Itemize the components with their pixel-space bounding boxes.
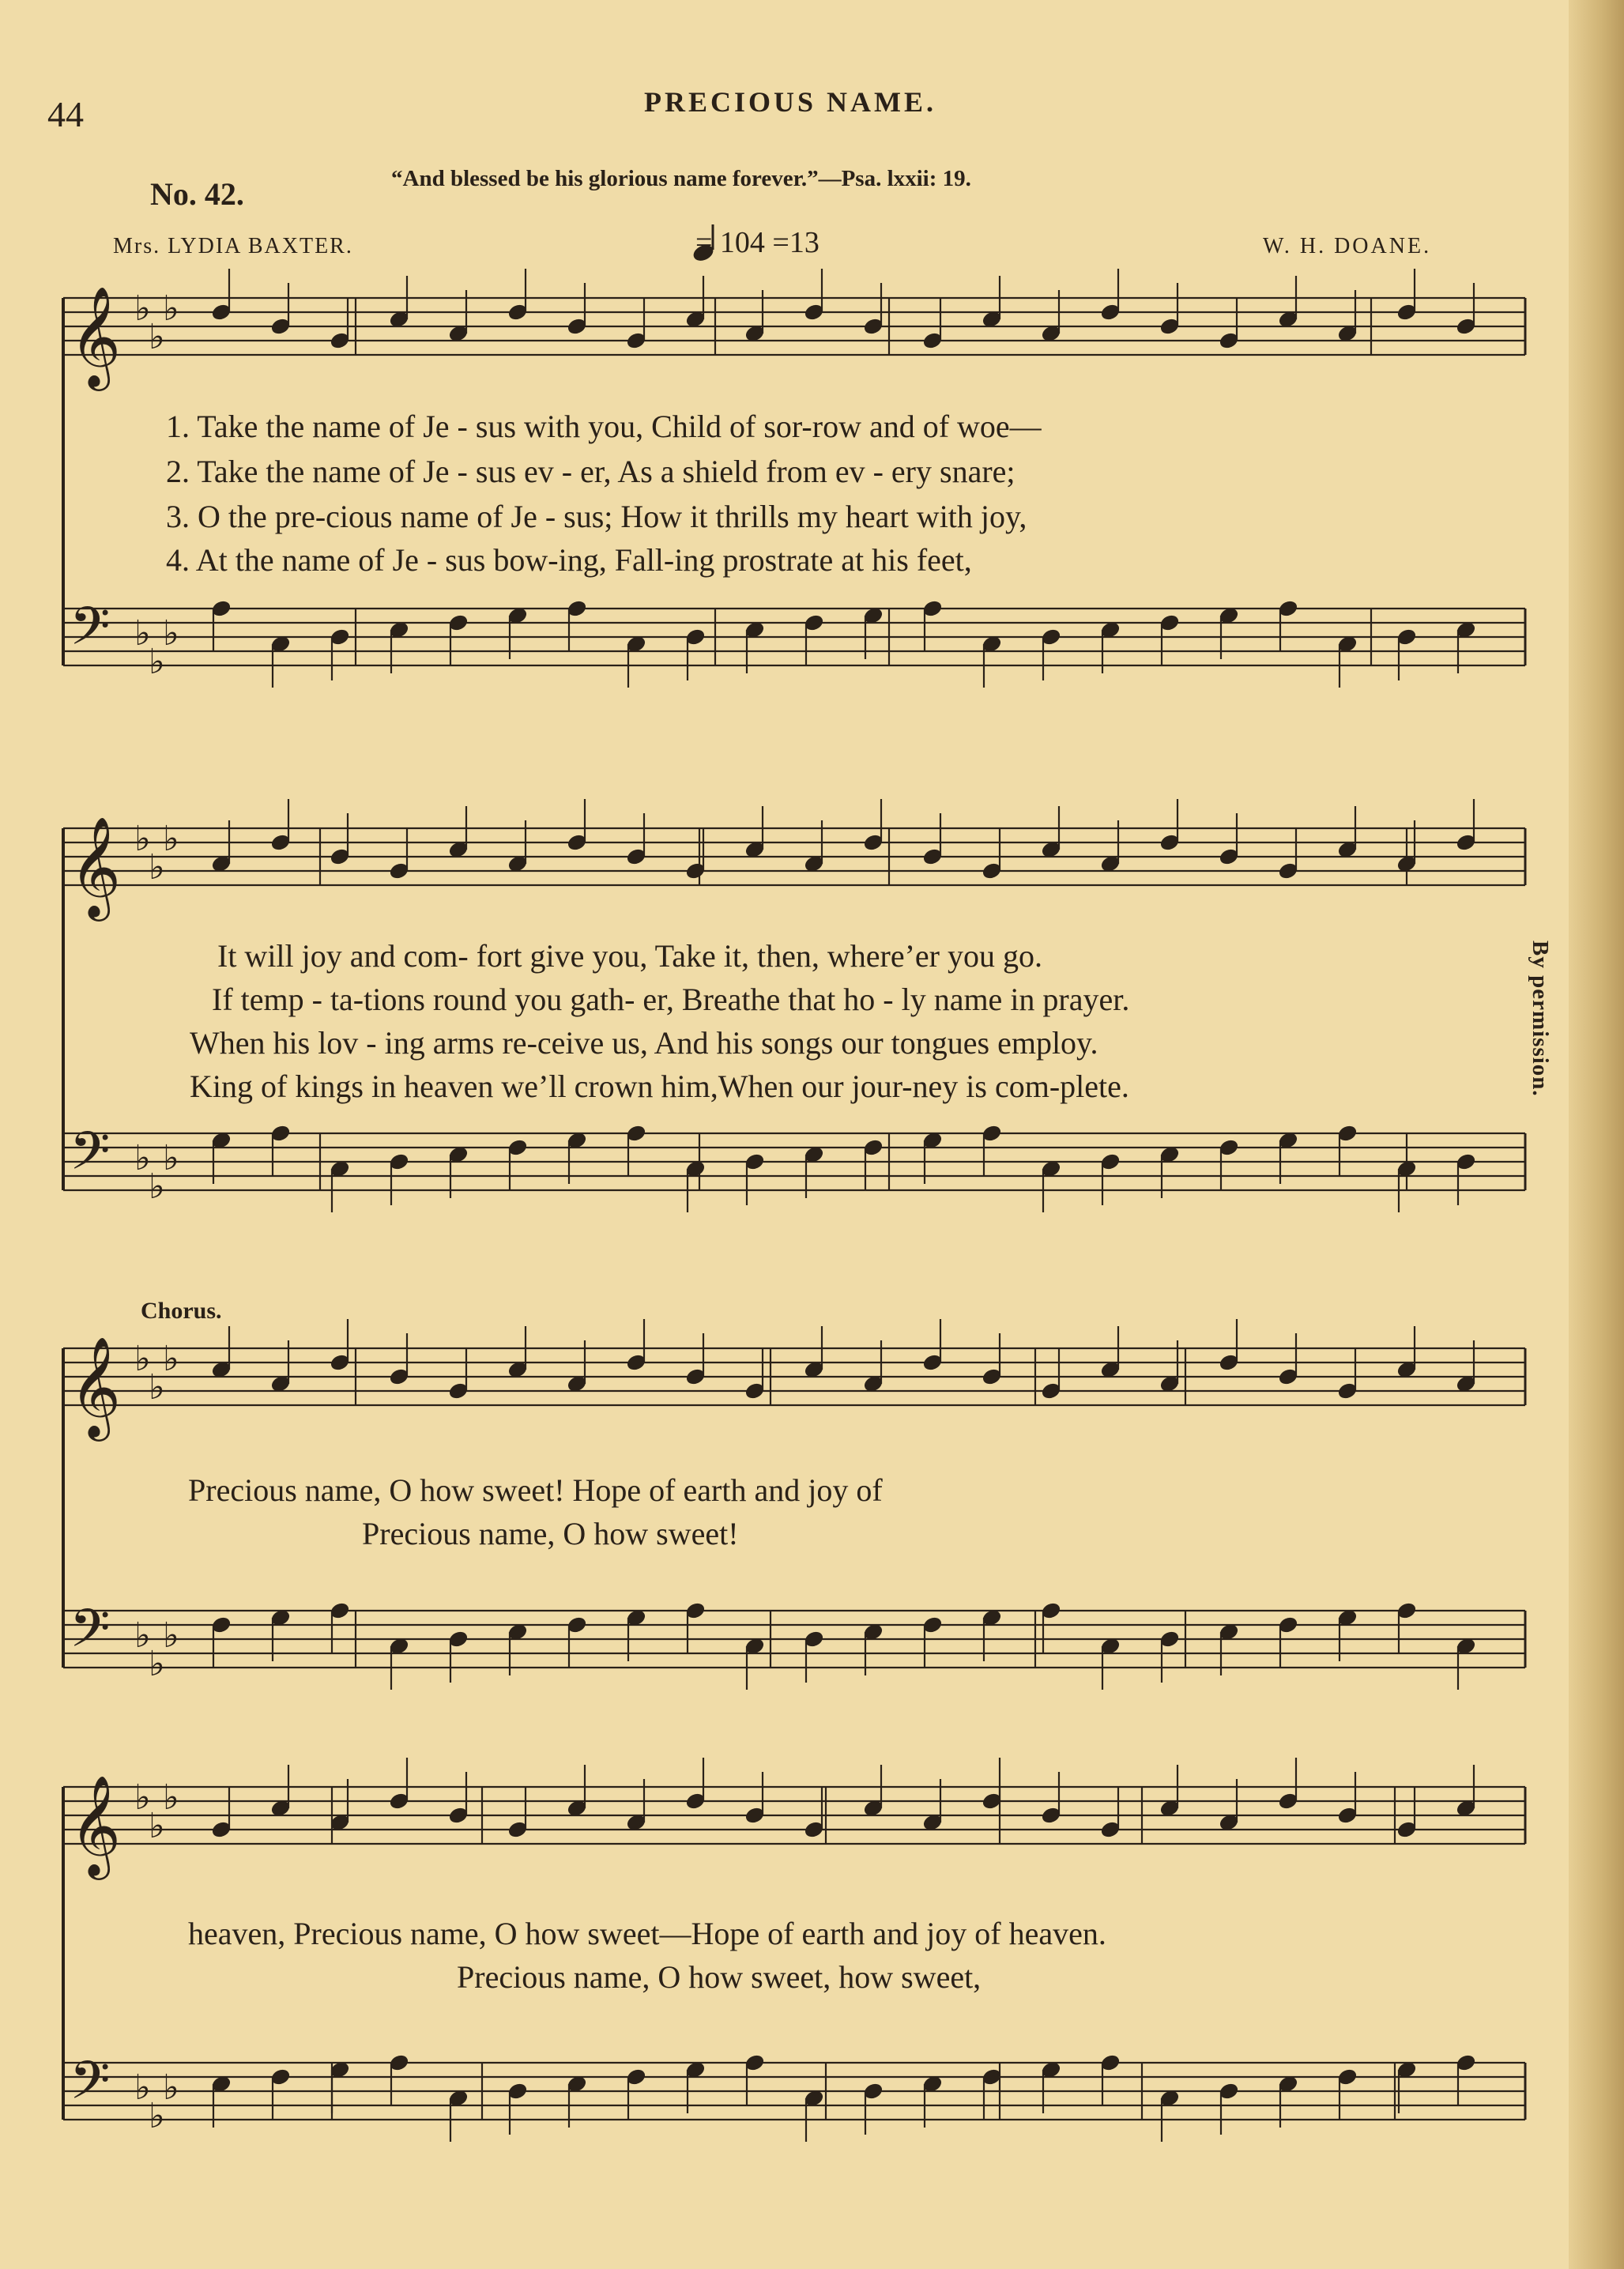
svg-text:♭: ♭: [149, 1167, 165, 1207]
verse-3-line-1: 3. O the pre-cious name of Je - sus; How it thrills my heart with joy,: [166, 499, 1027, 534]
svg-text:♭: ♭: [134, 1615, 151, 1656]
svg-text:𝄢: 𝄢: [70, 1598, 111, 1672]
svg-text:♭: ♭: [149, 1806, 165, 1846]
svg-text:♭: ♭: [163, 2067, 179, 2108]
svg-text:♭: ♭: [149, 1644, 165, 1684]
svg-text:♭: ♭: [149, 2096, 165, 2136]
verse-1-line-2: It will joy and com- fort give you, Take it, then, where’er you go.: [217, 938, 1042, 974]
svg-text:𝄢: 𝄢: [70, 596, 111, 669]
chorus-lyric-upper-2: heaven, Precious name, O how sweet—Hope of earth and joy of heaven.: [188, 1916, 1106, 1951]
chorus-lyric-lower-2: Precious name, O how sweet, how sweet,: [457, 1959, 982, 1995]
chorus-lyric-lower-1: Precious name, O how sweet!: [362, 1516, 739, 1551]
svg-text:♭: ♭: [163, 613, 179, 654]
svg-text:♭: ♭: [149, 1367, 165, 1408]
verse-2-line-1: 2. Take the name of Je - sus ev - er, As a shield from ev - ery snare;: [166, 454, 1015, 489]
page-number: 44: [47, 94, 84, 134]
hymn-number: No. 42.: [150, 176, 244, 212]
svg-text:♭: ♭: [149, 317, 165, 357]
svg-text:♭: ♭: [149, 642, 165, 682]
svg-text:♭: ♭: [163, 1138, 179, 1178]
composer-credit: W. H. DOANE.: [1263, 234, 1432, 258]
verse-4-line-2: King of kings in heaven we’ll crown him,When our jour-ney is com-plete.: [190, 1069, 1129, 1104]
svg-text:𝄞: 𝄞: [70, 816, 122, 917]
chorus-lyric-upper-1: Precious name, O how sweet! Hope of earth and joy of: [188, 1472, 883, 1508]
svg-text:♭: ♭: [134, 1777, 151, 1818]
svg-text:𝄢: 𝄢: [70, 2050, 111, 2124]
svg-text:♭: ♭: [134, 288, 151, 329]
svg-text:𝄞: 𝄞: [70, 1336, 122, 1437]
tempo-marking: = 104 =13: [695, 226, 820, 259]
scripture-epigraph: “And blessed be his glorious name forever.”—Psa. lxxii: 19.: [391, 166, 971, 191]
svg-text:♭: ♭: [163, 1615, 179, 1656]
svg-text:♭: ♭: [163, 288, 179, 329]
verse-2-line-2: If temp - ta-tions round you gath- er, Breathe that ho - ly name in prayer.: [212, 982, 1130, 1017]
lyricist-credit: Mrs. LYDIA BAXTER.: [113, 234, 353, 258]
svg-text:♭: ♭: [134, 613, 151, 654]
svg-text:♭: ♭: [149, 847, 165, 888]
svg-text:♭: ♭: [134, 819, 151, 859]
chorus-label: Chorus.: [141, 1298, 222, 1324]
svg-text:𝄢: 𝄢: [70, 1121, 111, 1194]
svg-text:♭: ♭: [134, 1339, 151, 1379]
svg-text:𝄞: 𝄞: [70, 285, 122, 386]
svg-text:𝄞: 𝄞: [70, 1774, 122, 1875]
svg-text:♭: ♭: [134, 1138, 151, 1178]
verse-4-line-1: 4. At the name of Je - sus bow-ing, Fall-ing prostrate at his feet,: [166, 542, 972, 578]
verse-1-line-1: 1. Take the name of Je - sus with you, Child of sor-row and of woe—: [166, 409, 1042, 444]
svg-text:♭: ♭: [163, 1777, 179, 1818]
page-title: PRECIOUS NAME.: [643, 86, 936, 118]
permission-note: By permission.: [1528, 940, 1553, 1097]
svg-text:♭: ♭: [134, 2067, 151, 2108]
verse-3-line-2: When his lov - ing arms re-ceive us, And his songs our tongues employ.: [190, 1025, 1098, 1061]
svg-text:♭: ♭: [163, 819, 179, 859]
svg-text:♭: ♭: [163, 1339, 179, 1379]
